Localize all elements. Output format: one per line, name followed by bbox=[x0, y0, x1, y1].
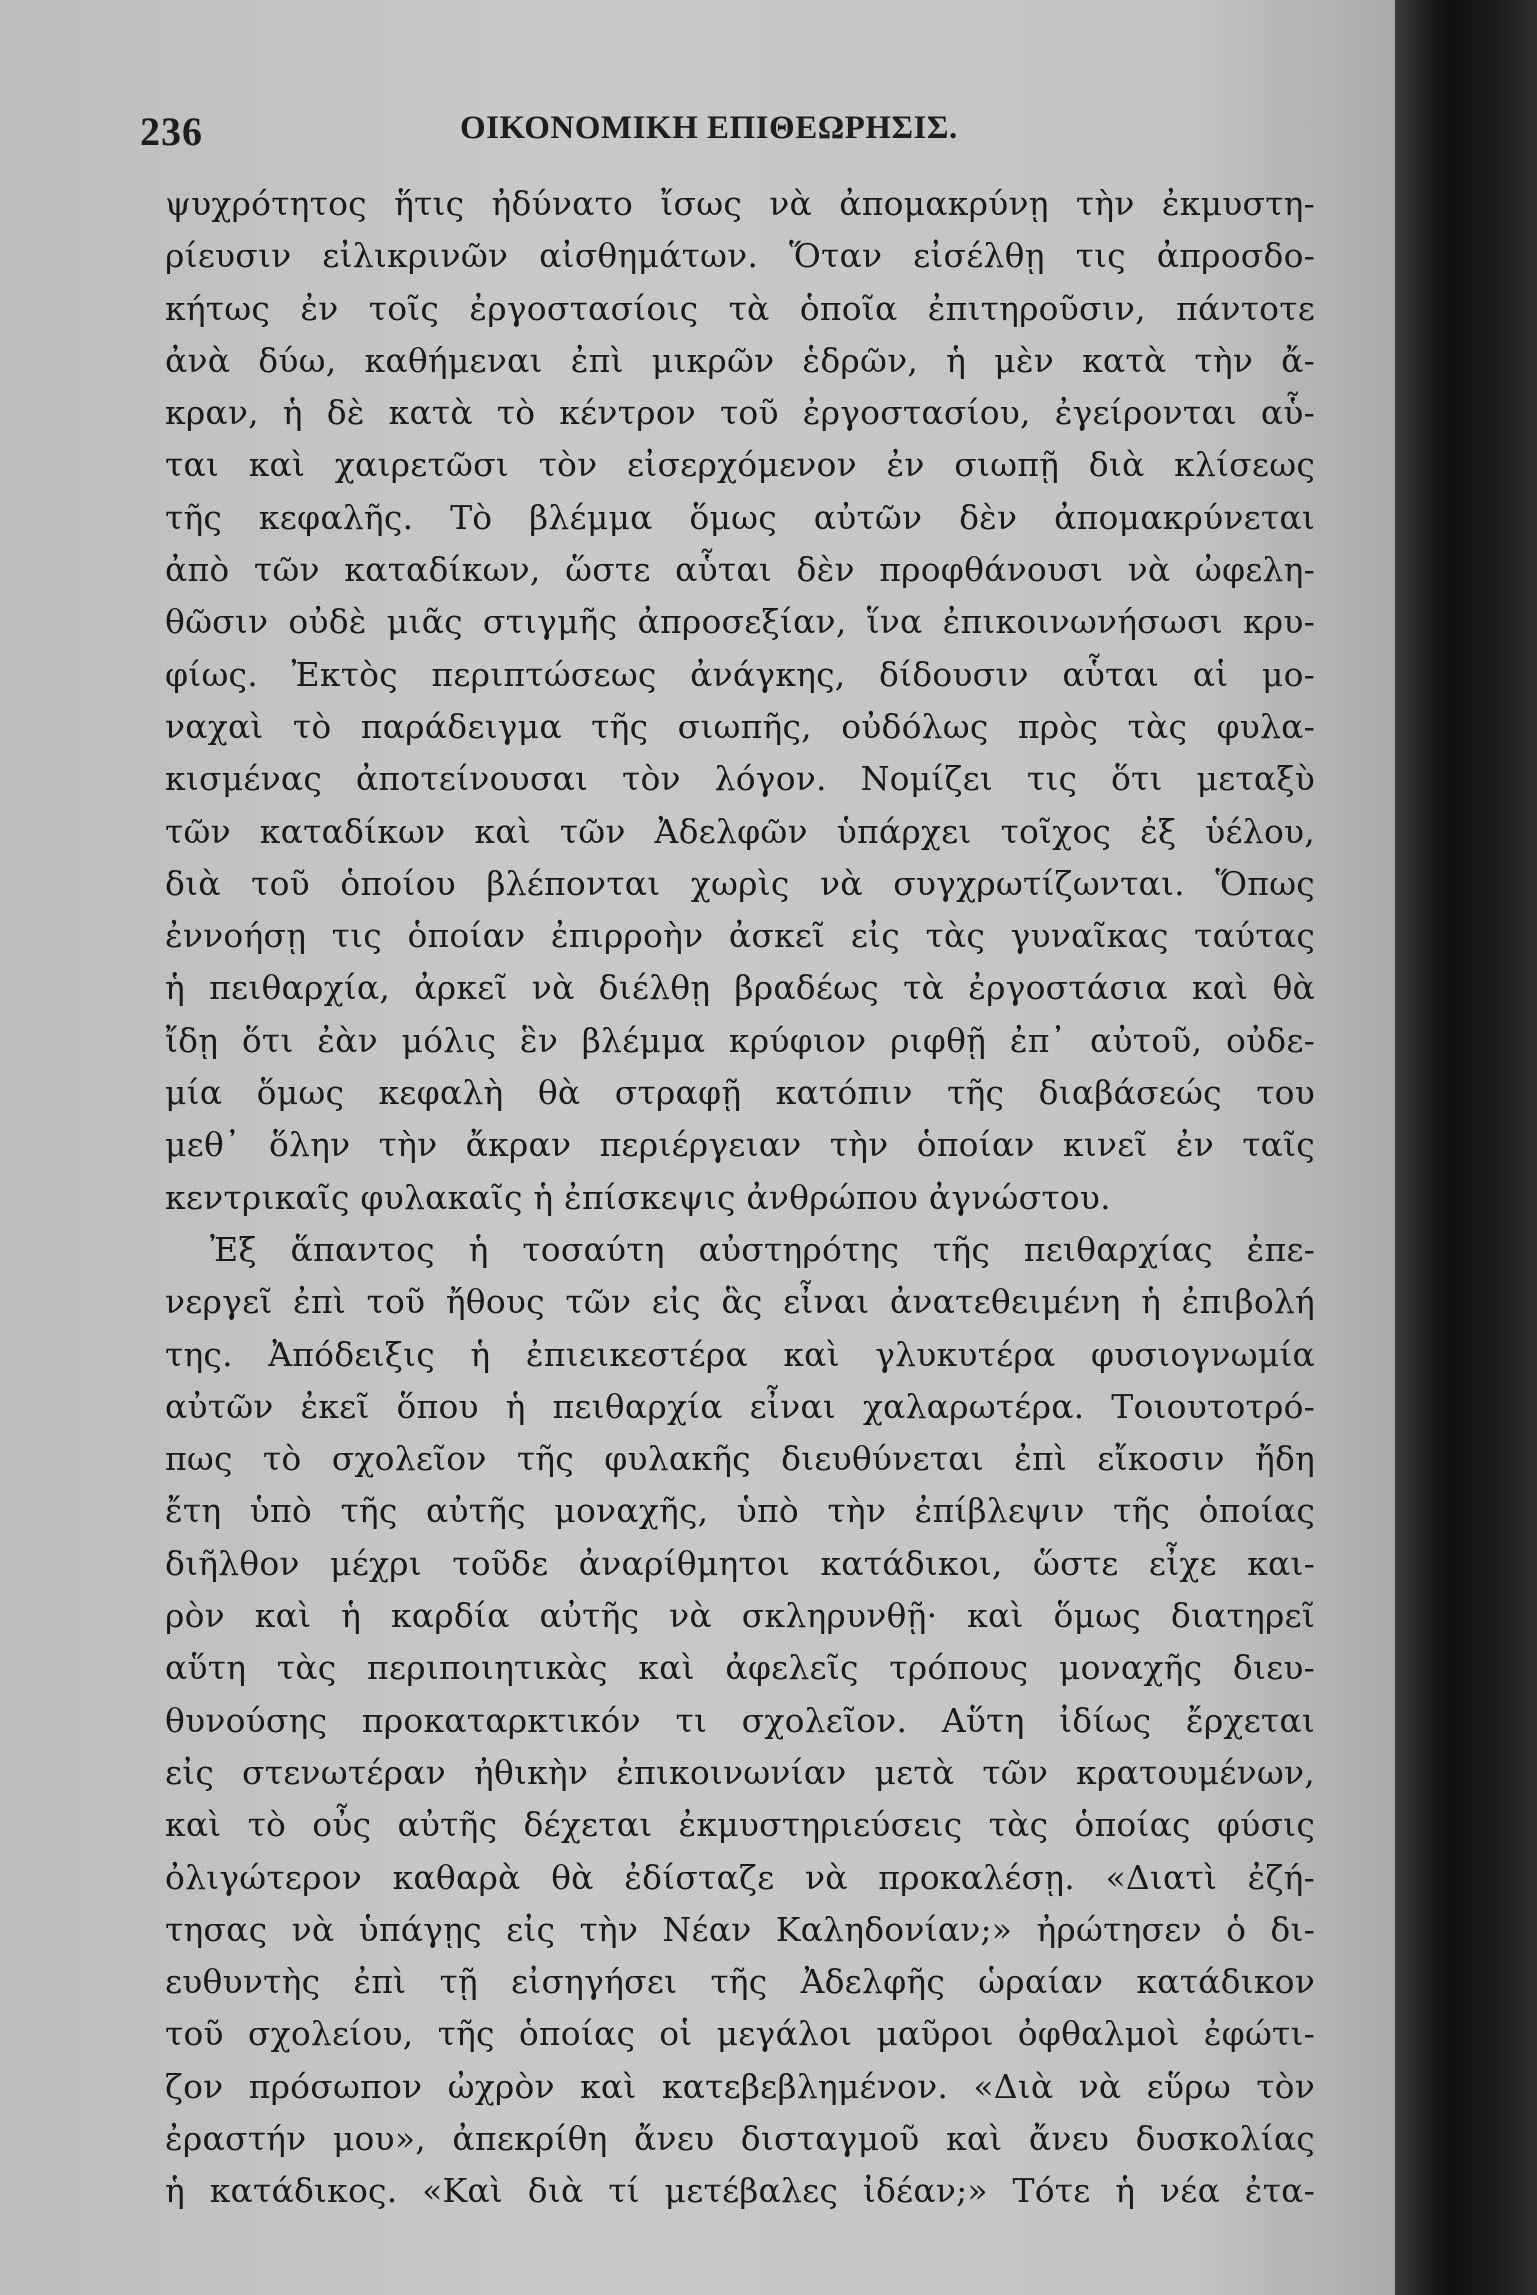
text-line: τοῦ σχολείου, τῆς ὁποίας οἱ μεγάλοι μαῦροι ὀφθαλμοὶ ἐφώτι- bbox=[165, 2014, 1315, 2054]
text-line: θυνούσης προκαταρκτικόν τι σχολεῖον. Αὕτη ἰδίως ἔρχεται bbox=[165, 1700, 1315, 1740]
text-line: ἡ κατάδικος. «Καὶ διὰ τί μετέβαλες ἰδέαν;» Τότε ἡ νέα ἐτα- bbox=[165, 2171, 1315, 2211]
text-line: νεργεῖ ἐπὶ τοῦ ἤθους τῶν εἰς ἃς εἶναι ἀνατεθειμένη ἡ ἐπιβολή bbox=[165, 1282, 1315, 1322]
text-line: ἔτη ὑπὸ τῆς αὐτῆς μοναχῆς, ὑπὸ τὴν ἐπίβλεψιν τῆς ὁποίας bbox=[165, 1491, 1315, 1531]
text-line: ρίευσιν εἰλικρινῶν αἰσθημάτων. Ὅταν εἰσέλθῃ τις ἀπροσδο- bbox=[165, 236, 1315, 276]
text-line: ἴδῃ ὅτι ἐὰν μόλις ἓν βλέμμα κρύφιον ριφθῇ ἐπ᾽ αὐτοῦ, οὐδε- bbox=[165, 1020, 1315, 1060]
text-line: κισμένας ἀποτείνουσαι τὸν λόγον. Νομίζει τις ὅτι μεταξὺ bbox=[165, 759, 1315, 799]
text-line: εἰς στενωτέραν ἠθικὴν ἐπικοινωνίαν μετὰ τῶν κρατουμένων, bbox=[165, 1752, 1315, 1792]
text-line: θῶσιν οὐδὲ μιᾶς στιγμῆς ἀπροσεξίαν, ἵνα ἐπικοινωνήσωσι κρυ- bbox=[165, 602, 1315, 642]
text-line: ρὸν καὶ ἡ καρδία αὐτῆς νὰ σκληρυνθῇ· καὶ ὅμως διατηρεῖ bbox=[165, 1596, 1315, 1636]
text-line: ἐννοήσῃ τις ὁποίαν ἐπιρροὴν ἀσκεῖ εἰς τὰς γυναῖκας ταύτας bbox=[165, 916, 1315, 956]
page-number: 236 bbox=[140, 109, 203, 154]
book-spine-shadow bbox=[1395, 0, 1537, 2295]
text-line: φίως. Ἐκτὸς περιπτώσεως ἀνάγκης, δίδουσιν αὗται αἱ μο- bbox=[165, 654, 1315, 694]
body-text bbox=[165, 178, 1315, 2218]
text-line: Ἐξ ἅπαντος ἡ τοσαύτη αὐστηρότης τῆς πειθαρχίας ἐπε- bbox=[210, 1229, 1315, 1269]
text-line: ψυχρότητος ἥτις ἠδύνατο ἴσως νὰ ἀπομακρύνῃ τὴν ἐκμυστη- bbox=[165, 184, 1315, 223]
text-line: τῶν καταδίκων καὶ τῶν Ἀδελφῶν ὑπάρχει τοῖχος ἐξ ὑέλου, bbox=[165, 811, 1315, 851]
text-line: τησας νὰ ὑπάγῃς εἰς τὴν Νέαν Καληδονίαν;» ἠρώτησεν ὁ δι- bbox=[165, 1909, 1315, 1949]
text-line: αὐτῶν ἐκεῖ ὅπου ἡ πειθαρχία εἶναι χαλαρωτέρα. Τοιουτοτρό- bbox=[165, 1386, 1315, 1426]
text-line: διῆλθον μέχρι τοῦδε ἀναρίθμητοι κατάδικοι, ὥστε εἶχε και- bbox=[165, 1543, 1315, 1583]
text-line: ζον πρόσωπον ὠχρὸν καὶ κατεβεβλημένον. «Διὰ νὰ εὕρω τὸν bbox=[165, 2066, 1315, 2106]
page-header bbox=[140, 108, 1340, 152]
text-line: ἀνὰ δύω, καθήμεναι ἐπὶ μικρῶν ἑδρῶν, ἡ μὲν κατὰ τὴν ἄ- bbox=[165, 340, 1315, 380]
text-line: ἀπὸ τῶν καταδίκων, ὥστε αὗται δὲν προφθάνουσι νὰ ὠφελη- bbox=[165, 550, 1315, 590]
text-line: κεντρικαῖς φυλακαῖς ἡ ἐπίσκεψις ἀνθρώπου ἀγνώστου. bbox=[165, 1177, 1111, 1217]
text-line: διὰ τοῦ ὁποίου βλέπονται χωρὶς νὰ συγχρωτίζωνται. Ὅπως bbox=[165, 863, 1315, 903]
text-line: ἡ πειθαρχία, ἀρκεῖ νὰ διέλθῃ βραδέως τὰ ἐργοστάσια καὶ θὰ bbox=[165, 968, 1315, 1008]
text-line: ται καὶ χαιρετῶσι τὸν εἰσερχόμενον ἐν σιωπῇ διὰ κλίσεως bbox=[165, 445, 1315, 485]
running-title: ΟΙΚΟΝΟΜΙΚΗ ΕΠΙΘΕΩΡΗΣΙΣ. bbox=[460, 110, 958, 146]
text-line: κήτως ἐν τοῖς ἐργοστασίοις τὰ ὁποῖα ἐπιτηροῦσιν, πάντοτε bbox=[165, 288, 1315, 328]
text-line: τῆς κεφαλῆς. Τὸ βλέμμα ὅμως αὐτῶν δὲν ἀπομακρύνεται bbox=[165, 497, 1315, 537]
text-line: πως τὸ σχολεῖον τῆς φυλακῆς διευθύνεται ἐπὶ εἴκοσιν ἤδη bbox=[165, 1439, 1315, 1479]
text-line: ευθυντὴς ἐπὶ τῇ εἰσηγήσει τῆς Ἀδελφῆς ὡραίαν κατάδικον bbox=[165, 1962, 1315, 2002]
text-line: μεθ᾽ ὅλην τὴν ἄκραν περιέργειαν τὴν ὁποίαν κινεῖ ἐν ταῖς bbox=[165, 1125, 1315, 1165]
text-line: κραν, ἡ δὲ κατὰ τὸ κέντρον τοῦ ἐργοστασίου, ἐγείρονται αὗ- bbox=[165, 393, 1315, 433]
text-line: ἐραστήν μου», ἀπεκρίθη ἄνευ δισταγμοῦ καὶ ἄνευ δυσκολίας bbox=[165, 2118, 1315, 2158]
text-line: της. Ἀπόδειξις ἡ ἐπιεικεστέρα καὶ γλυκυτέρα φυσιογνωμία bbox=[165, 1334, 1315, 1374]
text-line: καὶ τὸ οὖς αὐτῆς δέχεται ἐκμυστηριεύσεις τὰς ὁποίας φύσις bbox=[165, 1805, 1315, 1845]
text-line: ναχαὶ τὸ παράδειγμα τῆς σιωπῆς, οὐδόλως πρὸς τὰς φυλα- bbox=[165, 706, 1315, 746]
text-line: μία ὅμως κεφαλὴ θὰ στραφῇ κατόπιν τῆς διαβάσεώς του bbox=[165, 1073, 1315, 1113]
text-line: αὕτη τὰς περιποιητικὰς καὶ ἀφελεῖς τρόπους μοναχῆς διευ- bbox=[165, 1648, 1315, 1688]
text-line: ὀλιγώτερον καθαρὰ θὰ ἐδίσταζε νὰ προκαλέσῃ. «Διατὶ ἐζή- bbox=[165, 1857, 1315, 1897]
